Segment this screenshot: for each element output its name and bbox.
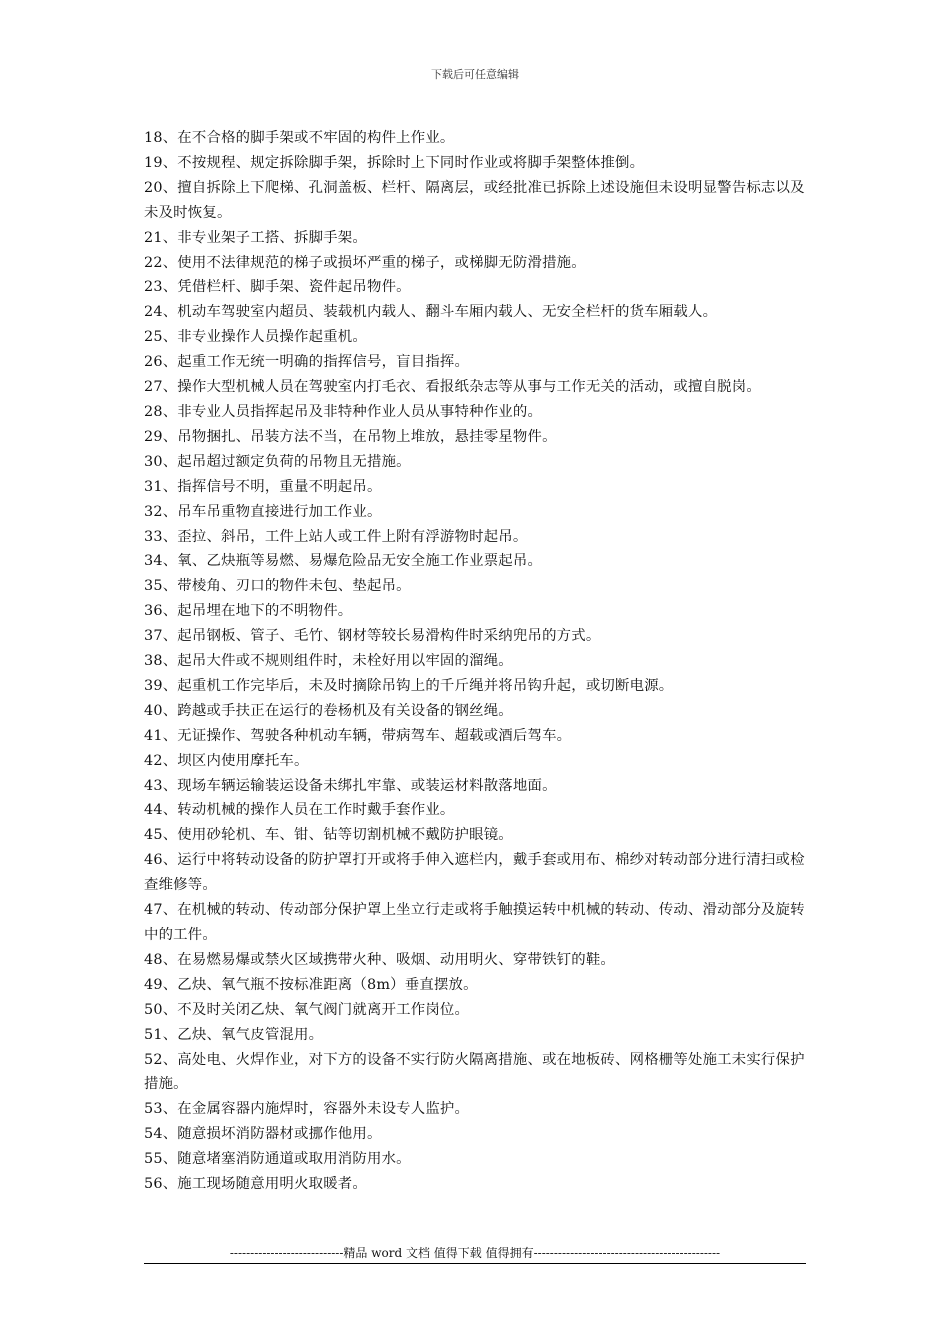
list-item: 18、在不合格的脚手架或不牢固的构件上作业。 <box>144 130 455 146</box>
list-item: 24、机动车驾驶室内超员、装载机内载人、翻斗车厢内载人、无安全栏杆的货车厢载人。 <box>144 304 718 321</box>
list-item: 53、在金属容器内施焊时，容器外未设专人监护。 <box>144 1101 470 1118</box>
list-item: 26、起重工作无统一明确的指挥信号，盲目指挥。 <box>144 354 470 371</box>
list-item: 55、随意堵塞消防通道或取用消防用水。 <box>144 1151 411 1168</box>
list-item: 21、非专业架子工搭、拆脚手架。 <box>144 229 367 246</box>
list-item: 31、指挥信号不明，重量不明起吊。 <box>144 478 382 495</box>
list-item: 35、带棱角、刃口的物件未包、垫起吊。 <box>144 578 411 595</box>
list-item: 33、歪拉、斜吊，工件上站人或工件上附有浮游物时起吊。 <box>144 528 528 545</box>
list-item: 19、不按规程、规定拆除脚手架，拆除时上下同时作业或将脚手架整体推倒。 <box>144 154 645 171</box>
list-item: 42、坝区内使用摩托车。 <box>144 752 309 769</box>
list-item: 51、乙炔、氧气皮管混用。 <box>144 1026 324 1043</box>
list-item: 54、随意损坏消防器材或挪作他用。 <box>144 1126 382 1143</box>
list-item: 56、施工现场随意用明火取暖者。 <box>144 1176 367 1193</box>
list-item: 27、操作大型机械人员在驾驶室内打毛衣、看报纸杂志等从事与工作无关的活动，或擅自脱岗。 <box>144 379 761 396</box>
list-item: 43、现场车辆运输装运设备未绑扎牢靠、或装运材料散落地面。 <box>144 777 557 794</box>
page-footer: ----------------------------精品 word 文档 值得下载 值得拥有---------------------------------------------- <box>144 1244 806 1264</box>
list-item: 39、起重机工作完毕后，未及时摘除吊钩上的千斤绳并将吊钩升起，或切断电源。 <box>144 677 674 694</box>
list-item: 22、使用不法律规范的梯子或损坏严重的梯子，或梯脚无防滑措施。 <box>144 254 586 271</box>
list-item: 41、无证操作、驾驶各种机动车辆，带病驾车、超载或酒后驾车。 <box>144 727 572 744</box>
list-item: 49、乙炔、氧气瓶不按标准距离（8m）垂直摆放。 <box>144 976 478 993</box>
list-item: 20、擅自拆除上下爬梯、孔洞盖板、栏杆、隔离层，或经批准已拆除上述设施但未设明显警告标志以及未及时恢复。 <box>144 179 805 221</box>
list-item: 34、氧、乙炔瓶等易燃、易爆危险品无安全施工作业票起吊。 <box>144 553 543 570</box>
list-item: 52、高处电、火焊作业，对下方的设备不实行防火隔离措施、或在地板砖、网格栅等处施工未实行保护措施。 <box>144 1051 805 1093</box>
list-item: 28、非专业人员指挥起吊及非特种作业人员从事特种作业的。 <box>144 403 543 420</box>
list-item: 29、吊物捆扎、吊装方法不当，在吊物上堆放，悬挂零星物件。 <box>144 428 557 445</box>
list-item: 25、非专业操作人员操作起重机。 <box>144 329 367 346</box>
list-item: 45、使用砂轮机、车、钳、钻等切割机械不戴防护眼镜。 <box>144 827 513 844</box>
list-item: 36、起吊埋在地下的不明物件。 <box>144 603 353 620</box>
list-item: 32、吊车吊重物直接进行加工作业。 <box>144 503 382 520</box>
list-item: 50、不及时关闭乙炔、氧气阀门就离开工作岗位。 <box>144 1001 470 1018</box>
list-item: 30、起吊超过额定负荷的吊物且无措施。 <box>144 453 411 470</box>
list-item: 44、转动机械的操作人员在工作时戴手套作业。 <box>144 802 455 819</box>
list-item: 46、运行中将转动设备的防护罩打开或将手伸入遮栏内，戴手套或用布、棉纱对转动部分进行清扫或检查维修等。 <box>144 852 805 894</box>
list-item: 48、在易燃易爆或禁火区域携带火种、吸烟、动用明火、穿带铁钉的鞋。 <box>144 951 616 968</box>
list-item: 23、凭借栏杆、脚手架、瓷件起吊物件。 <box>144 279 411 296</box>
list-item: 38、起吊大件或不规则组件时，未栓好用以牢固的溜绳。 <box>144 653 513 670</box>
document-body <box>144 126 816 1197</box>
page-header: 下载后可任意编辑 <box>431 68 519 81</box>
list-item: 40、跨越或手扶正在运行的卷杨机及有关设备的钢丝绳。 <box>144 702 513 719</box>
list-item: 37、起吊钢板、管子、毛竹、钢材等较长易滑构件时采纳兜吊的方式。 <box>144 628 601 645</box>
list-item: 47、在机械的转动、传动部分保护罩上坐立行走或将手触摸运转中机械的转动、传动、滑动部分及旋转中的工件。 <box>144 902 805 943</box>
